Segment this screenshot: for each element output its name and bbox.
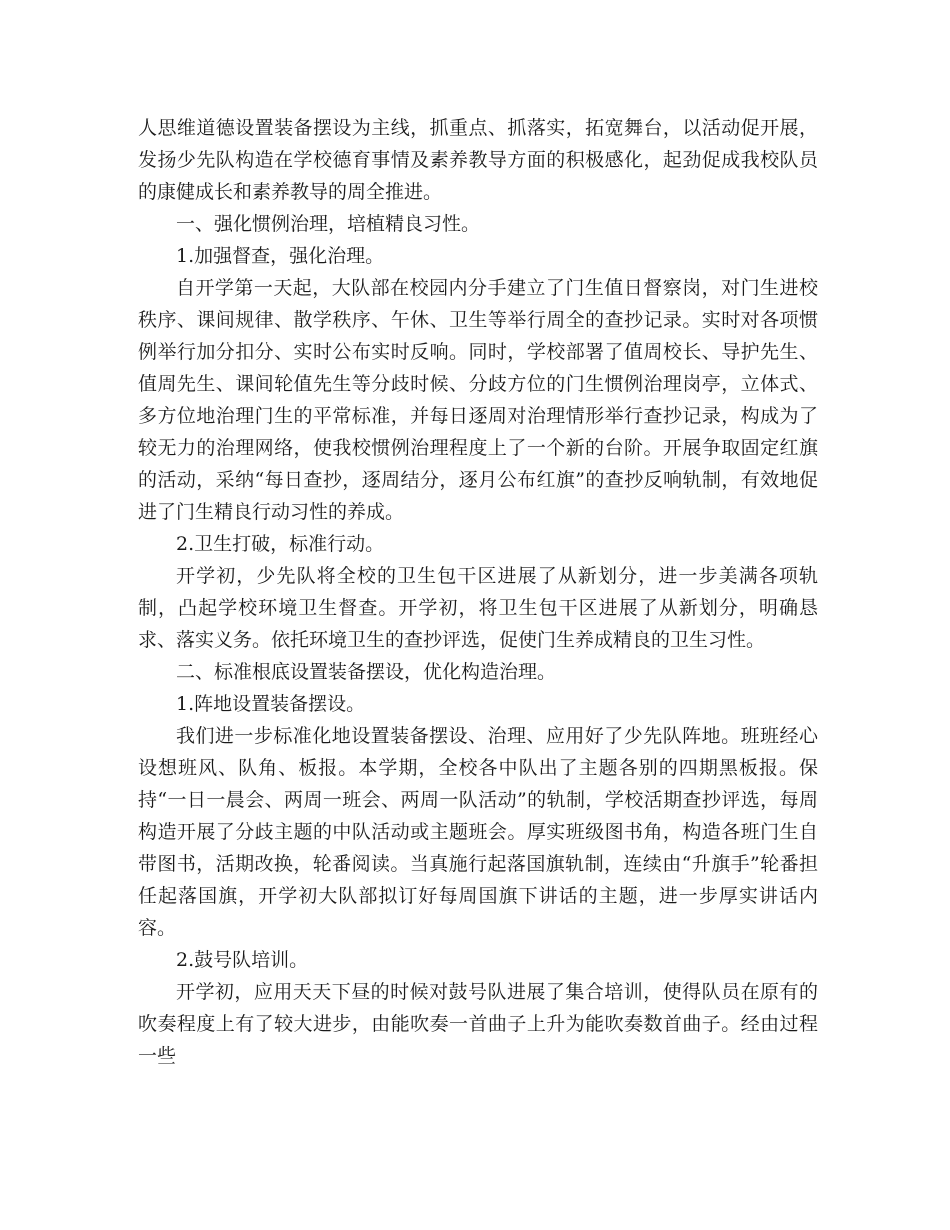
- section-heading-1: 一、强化惯例治理，培植精良习性。: [176, 213, 481, 235]
- paragraph-intro: 人思维道德设置装备摆设为主线，抓重点、抓落实，拓宽舞台，以活动促开展，发扬少先队构造在学校德育事情及素养教导方面的积极感化，起劲促成我校队员的康健成长和素养教导的周全推进。: [138, 117, 818, 203]
- subsection-heading-2-1: 1.阵地设置装备摆设。: [176, 693, 366, 715]
- subsection-heading-2-2: 2.鼓号队培训。: [176, 949, 309, 971]
- subsection-heading-1-2: 2.卫生打破，标准行动。: [176, 533, 385, 555]
- paragraph-supervision: 自开学第一天起，大队部在校园内分手建立了门生值日督察岗，对门生进校秩序、课间规律、散学秩序、午休、卫生等举行周全的查抄记录。实时对各项惯例举行加分扣分、实时公布实时反响。同时，学校部署了值周校长、导护先生、值周先生、课间轮值先生等分歧时候、分歧方位的门生惯例治理岗亭，立体式、多方位地治理门生的平常标准，并每日逐周对治理情形举行查抄记录，构成为了较无力的治理网络，使我校惯例治理程度上了一个新的台阶。开展争取固定红旗的活动，采纳“每日查抄，逐周结分，逐月公布红旗”的查抄反响轨制，有效地促进了门生精良行动习性的养成。: [138, 277, 818, 523]
- paragraph-position-building: 我们进一步标准化地设置装备摆设、治理、应用好了少先队阵地。班班经心设想班风、队角、板报。本学期，全校各中队出了主题各别的四期黑板报。保持“一日一晨会、两周一班会、两周一队活动”的轨制，学校活期查抄评选，每周构造开展了分歧主题的中队活动或主题班会。厚实班级图书角，构造各班门生自带图书，活期改换，轮番阅读。当真施行起落国旗轨制，连续由“升旗手”轮番担任起落国旗，开学初大队部拟订好每周国旗下讲话的主题，进一步厚实讲话内容。: [138, 725, 818, 939]
- subsection-heading-1-1: 1.加强督查，强化治理。: [176, 245, 385, 267]
- paragraph-hygiene: 开学初，少先队将全校的卫生包干区进展了从新划分，进一步美满各项轨制，凸起学校环境卫生督查。开学初，将卫生包干区进展了从新划分，明确恳求、落实义务。依托环境卫生的查抄评选，促使门生养成精良的卫生习性。: [138, 565, 818, 651]
- document-page: [138, 112, 818, 1072]
- section-heading-2: 二、标准根底设置装备摆设，优化构造治理。: [176, 661, 557, 683]
- paragraph-drum-team: 开学初，应用天天下昼的时候对鼓号队进展了集合培训，使得队员在原有的吹奏程度上有了较大进步，由能吹奏一首曲子上升为能吹奏数首曲子。经由过程一些: [138, 981, 818, 1067]
